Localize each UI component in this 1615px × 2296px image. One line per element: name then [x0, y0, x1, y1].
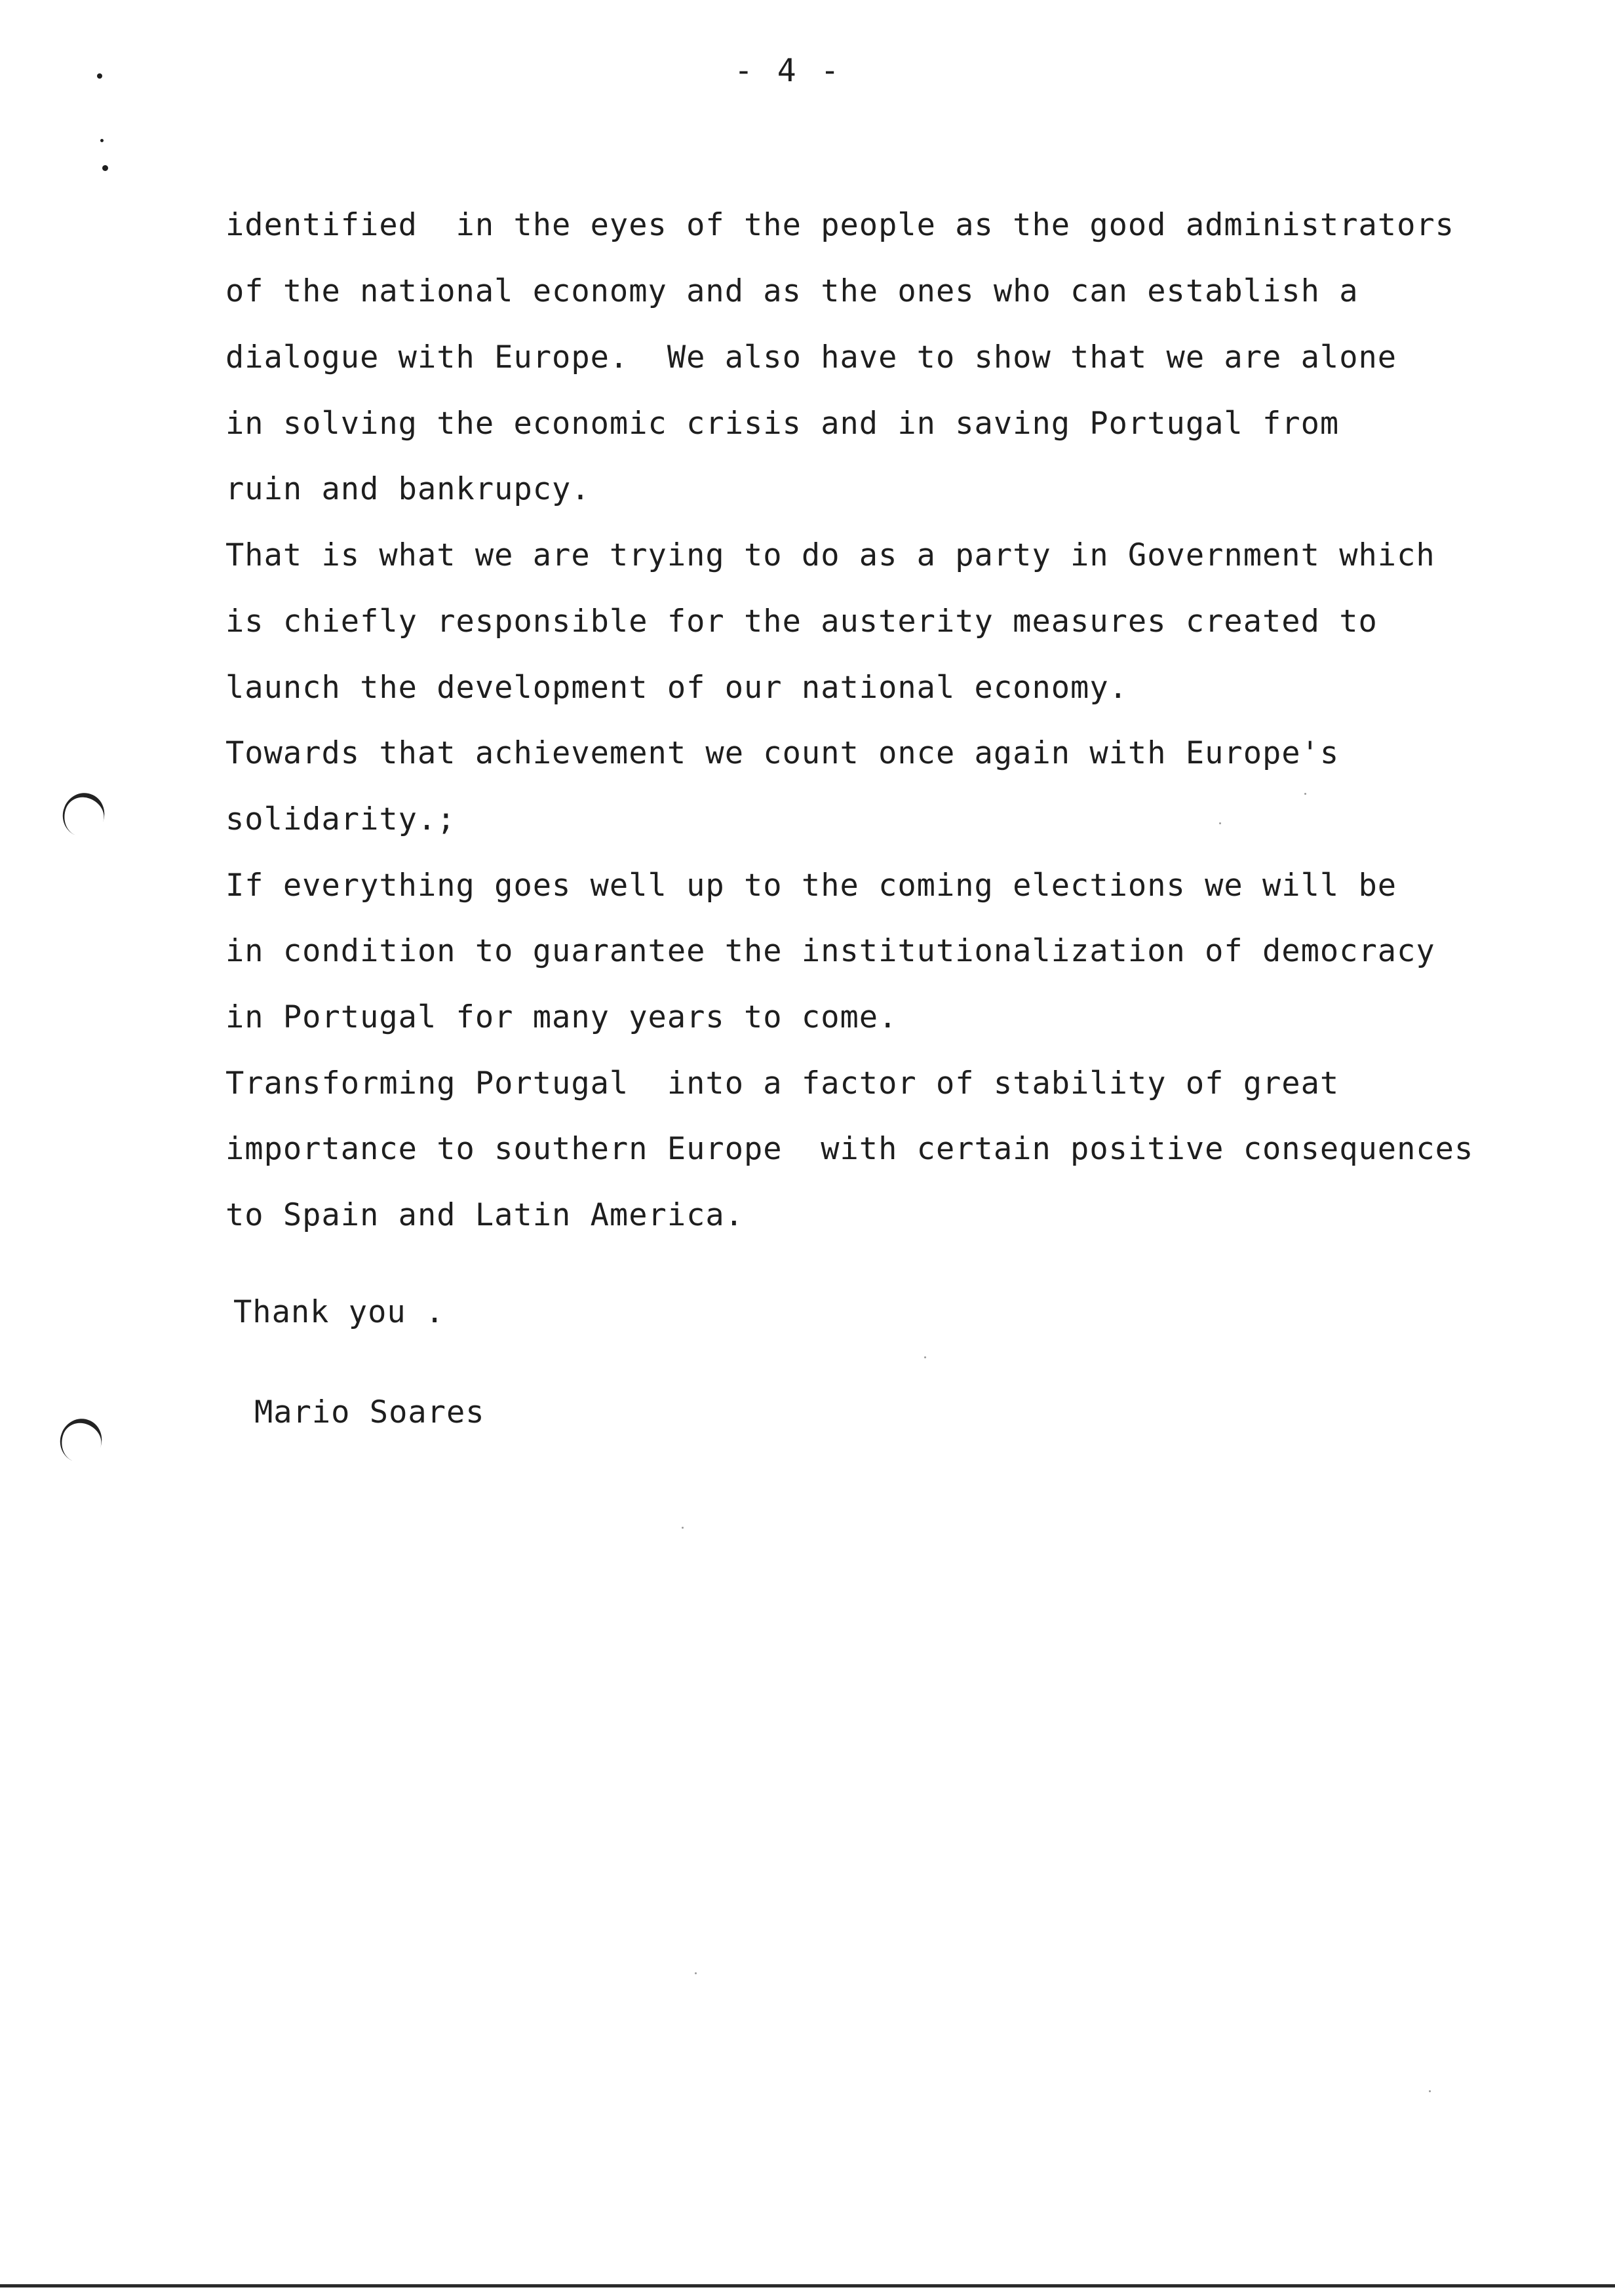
- body-line: solidarity.;: [225, 801, 456, 837]
- margin-mark: [97, 73, 102, 79]
- body-line: is chiefly responsible for the austerity measures created to: [225, 603, 1378, 640]
- paper-speck: [682, 1527, 684, 1529]
- punch-hole-mark: [56, 787, 110, 843]
- body-line: in solving the economic crisis and in saving Portugal from: [225, 406, 1340, 442]
- signature: Mario Soares: [254, 1394, 485, 1430]
- bottom-rule: [0, 2284, 1615, 2287]
- body-line: If everything goes well up to the coming elections we will be: [225, 868, 1397, 904]
- body-line: in Portugal for many years to come.: [225, 999, 898, 1035]
- body-line: in condition to guarantee the institutionalization of democracy: [225, 933, 1435, 969]
- body-line: That is what we are trying to do as a party in Government which: [225, 537, 1435, 573]
- body-line: launch the development of our national economy.: [225, 670, 1128, 706]
- paper-speck: [695, 1972, 697, 1974]
- paper-speck: [924, 1356, 926, 1358]
- paper-speck: [1304, 793, 1306, 795]
- body-line: of the national economy and as the ones who can establish a: [225, 273, 1359, 309]
- body-line: Transforming Portugal into a factor of stability of great: [225, 1065, 1340, 1101]
- closing-line: Thank you .: [233, 1294, 445, 1330]
- margin-mark: [100, 139, 104, 142]
- paper-speck: [1219, 822, 1221, 824]
- body-line: to Spain and Latin America.: [225, 1197, 745, 1233]
- body-line: Towards that achievement we count once again with Europe's: [225, 735, 1340, 771]
- body-line: importance to southern Europe with certain positive consequences: [225, 1131, 1474, 1167]
- body-line: identified in the eyes of the people as the good administrators: [225, 207, 1454, 243]
- punch-hole-mark: [54, 1413, 107, 1468]
- page-number: - 4 -: [734, 52, 842, 89]
- margin-mark: [102, 165, 108, 171]
- paper-speck: [1429, 2090, 1431, 2092]
- body-line: ruin and bankrupcy.: [225, 471, 591, 507]
- body-line: dialogue with Europe. We also have to show that we are alone: [225, 339, 1397, 375]
